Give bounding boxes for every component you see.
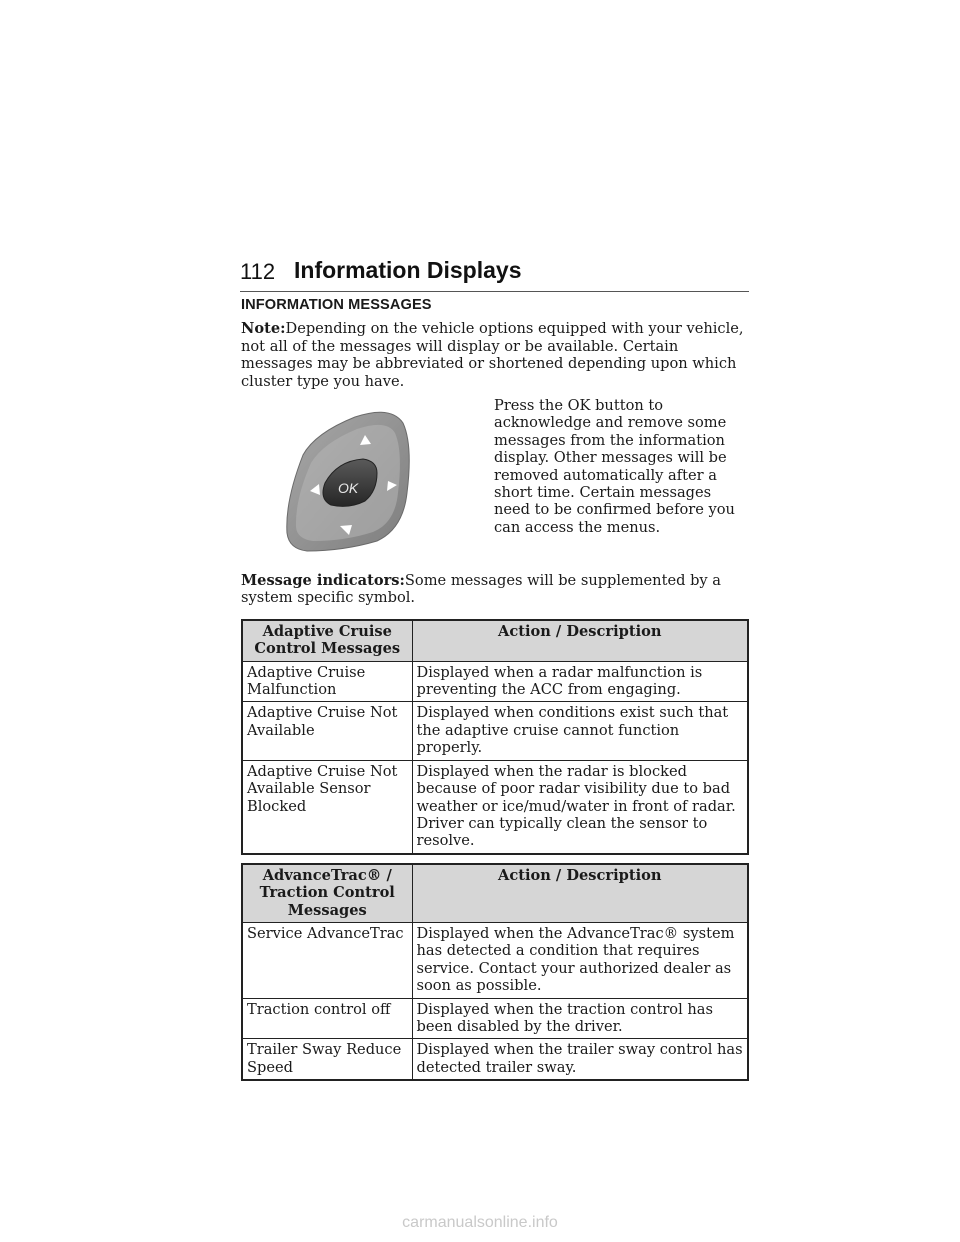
message-cell: Adaptive Cruise Malfunction [242,661,412,702]
table-header-row [242,620,748,661]
table-row [242,1039,748,1080]
column-header: AdvanceTrac® / Traction Control Messages [242,864,412,923]
note-paragraph [241,320,749,390]
page-title: Information Displays [294,257,522,283]
ok-button-figure-row [241,397,749,567]
table-row [242,702,748,760]
advancetrac-table [241,863,749,1081]
ok-button-caption: Press the OK button to acknowledge and remove some messages from the information display. Other messages will be removed automatically after a short time. Certain messages need to be confirmed before you can access the menus. [494,397,735,536]
message-cell: Traction control off [242,998,412,1039]
indicators-text: Some messages will be supplemented by a system specific symbol. [241,572,721,607]
table-row [242,760,748,854]
ok-label: OK [338,480,359,497]
table-row [242,998,748,1039]
description-cell: Displayed when conditions exist such that the adaptive cruise cannot function properly. [412,702,748,760]
column-header: Adaptive Cruise Control Messages [242,620,412,661]
steering-control-figure [241,397,494,567]
column-header: Action / Description [412,864,748,923]
description-cell: Displayed when the AdvanceTrac® system has detected a condition that requires service. Contact your authorized dealer as soon as possible. [412,922,748,998]
description-cell: Displayed when the radar is blocked because of poor radar visibility due to bad weather or ice/mud/water in front of radar. Driver can typically clean the sensor to resolve. [412,760,748,854]
steering-control-illustration [285,405,417,553]
message-cell: Service AdvanceTrac [242,922,412,998]
watermark: carmanualsonline.info [402,1214,558,1231]
column-header: Action / Description [412,620,748,661]
indicators-label: Message indicators: [241,572,405,590]
description-cell: Displayed when a radar malfunction is preventing the ACC from engaging. [412,661,748,702]
note-label: Note: [241,320,286,338]
adaptive-cruise-table [241,619,749,855]
section-heading: INFORMATION MESSAGES [241,297,432,313]
page-header [240,257,749,292]
indicators-paragraph [241,572,749,607]
note-text: Depending on the vehicle options equipped with your vehicle, not all of the messages will display or be available. Certain messages may be abbreviated or shortened depending upon which cluster type you have. [241,320,744,390]
table-row [242,661,748,702]
message-cell: Adaptive Cruise Not Available Sensor Blocked [242,760,412,854]
description-cell: Displayed when the traction control has been disabled by the driver. [412,998,748,1039]
page-content [241,297,749,1089]
table-row [242,922,748,998]
message-cell: Adaptive Cruise Not Available [242,702,412,760]
message-cell: Trailer Sway Reduce Speed [242,1039,412,1080]
page-number: 112 [240,259,276,284]
description-cell: Displayed when the trailer sway control has detected trailer sway. [412,1039,748,1080]
table-header-row [242,864,748,923]
